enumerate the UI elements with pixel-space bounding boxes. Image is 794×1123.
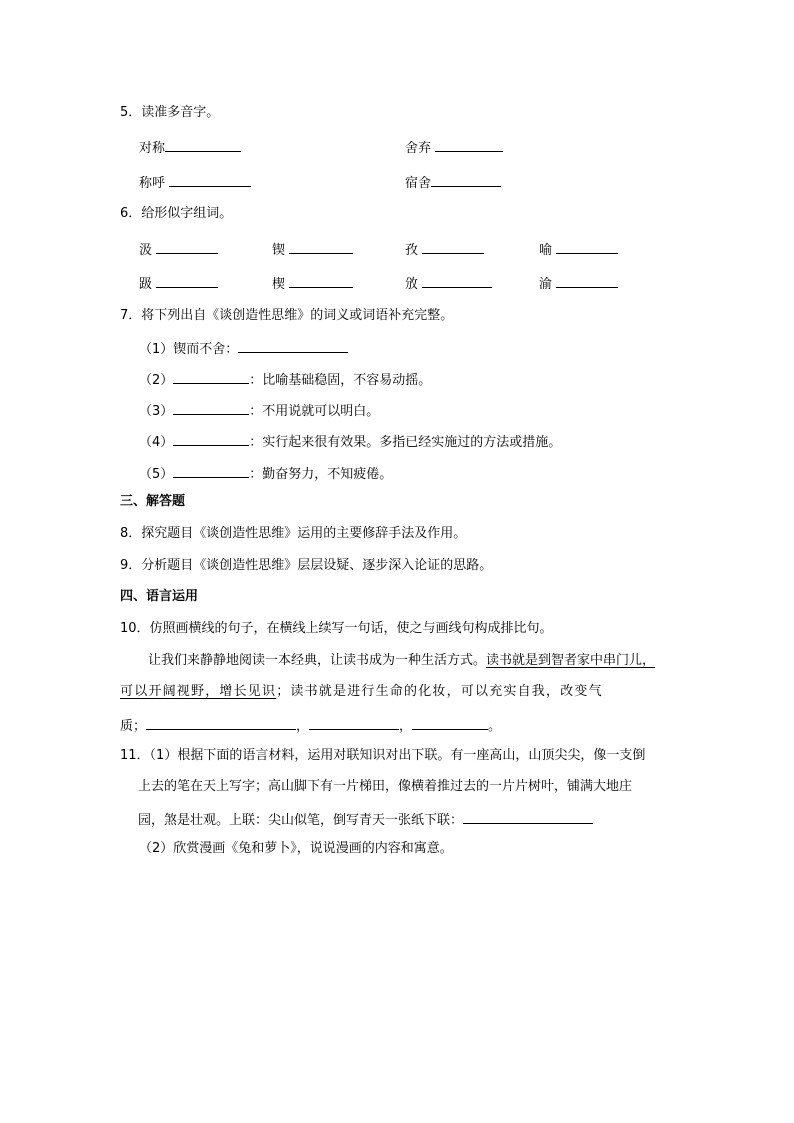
q7-sub-text: ：实行起来很有效果。多指已经实施过的方法或措施。 (249, 435, 562, 450)
q6-item (405, 240, 484, 259)
answer-blank[interactable] (165, 138, 241, 152)
q7-sub-num: （4） (139, 435, 174, 450)
q11-text: 园，煞是壮观。上联：尖山似笔，倒写青天一张纸下联： (138, 813, 464, 828)
q6-item (405, 274, 492, 293)
section-heading-4: 四、语言运用 (120, 589, 199, 604)
q5-item-label: 宿舍 (405, 176, 432, 191)
q5-item-3 (139, 173, 251, 192)
q10-plain-text: ；读书就是进行生命的化妆，可以充实自我，改变气 (276, 684, 603, 699)
q5-item-1 (139, 138, 241, 157)
q6-item (139, 274, 218, 293)
q11-line-3 (138, 810, 593, 829)
answer-blank[interactable] (289, 274, 353, 288)
answer-blank[interactable] (156, 274, 218, 288)
q11-line-4: （2）欣赏漫画《兔和萝卜》，说说漫画的内容和寓意。 (139, 841, 453, 856)
answer-blank[interactable] (556, 240, 618, 254)
answer-blank[interactable] (146, 716, 296, 730)
q10-title: 10．仿照画横线的句子，在横线上续写一句话，使之与画线句构成排比句。 (120, 621, 553, 636)
q6-item (539, 240, 618, 259)
q10-underlined-sentence: 读书就是到智者家中串门儿， (486, 653, 656, 668)
q6-char: 汲 (139, 243, 153, 258)
q7-sub-num: （3） (139, 404, 174, 419)
q10-punct: 。 (488, 719, 502, 734)
answer-blank[interactable] (156, 240, 218, 254)
q5-item-label: 对称 (139, 141, 166, 156)
q10-passage-line-1 (148, 653, 655, 669)
q10-underlined-sentence: 可以开阔视野，增长见识 (120, 684, 277, 699)
answer-blank[interactable] (435, 138, 503, 152)
q7-sub-text: （1）锲而不舍： (139, 342, 239, 357)
answer-blank[interactable] (173, 401, 249, 415)
q6-title: 6．给形似字组词。 (120, 206, 233, 221)
q7-sub-num: （5） (139, 467, 174, 482)
answer-blank[interactable] (173, 464, 249, 478)
answer-blank[interactable] (556, 274, 618, 288)
q7-sub-2 (139, 370, 431, 389)
q5-item-4 (405, 173, 501, 192)
q11-line-2: 上去的笔在天上写字；高山脚下有一片梯田，像横着推过去的一片片树叶，铺满大地庄 (138, 779, 633, 794)
q6-item (272, 274, 353, 293)
q7-sub-1 (139, 339, 348, 358)
q9-text: 9．分析题目《谈创造性思维》层层设疑、逐步深入论证的思路。 (120, 558, 493, 573)
q6-char: 渝 (539, 277, 553, 292)
q5-item-label: 舍弃 (405, 141, 432, 156)
q10-passage-line-3 (120, 716, 501, 735)
answer-blank[interactable] (463, 810, 593, 824)
q10-plain-text: 质； (120, 719, 147, 734)
q6-item (139, 240, 218, 259)
q7-sub-num: （2） (139, 373, 174, 388)
q6-item (539, 274, 618, 293)
q6-char: 楔 (272, 277, 286, 292)
q6-char: 攽 (405, 277, 419, 292)
q5-title: 5．读准多音字。 (120, 105, 220, 120)
q6-char: 孜 (405, 243, 419, 258)
answer-blank[interactable] (289, 240, 353, 254)
q11-line-1: 11．（1）根据下面的语言材料，运用对联知识对出下联。有一座高山，山顶尖尖，像一支倒 (120, 748, 646, 763)
q6-char: 喻 (539, 243, 553, 258)
q10-punct: ， (399, 719, 413, 734)
answer-blank[interactable] (169, 173, 251, 187)
q7-title: 7．将下列出自《谈创造性思维》的词义或词语补充完整。 (120, 308, 454, 323)
q7-sub-5 (139, 464, 392, 483)
q5-item-label: 称呼 (139, 176, 166, 191)
section-heading-3: 三、解答题 (120, 494, 186, 509)
answer-blank[interactable] (309, 716, 399, 730)
q7-sub-text: ：不用说就可以明白。 (249, 404, 380, 419)
q10-punct: ， (296, 719, 310, 734)
q5-item-2 (405, 138, 503, 157)
q10-plain-text: 让我们来静静地阅读一本经典，让读书成为一种生活方式。 (148, 653, 487, 668)
q7-sub-text: ：比喻基础稳固，不容易动摇。 (249, 373, 432, 388)
answer-blank[interactable] (238, 339, 348, 353)
answer-blank[interactable] (173, 432, 249, 446)
q7-sub-text: ：勤奋努力，不知疲倦。 (249, 467, 393, 482)
answer-blank[interactable] (173, 370, 249, 384)
q7-sub-4 (139, 432, 561, 451)
answer-blank[interactable] (422, 240, 484, 254)
q6-char: 锲 (272, 243, 286, 258)
q8-text: 8．探究题目《谈创造性思维》运用的主要修辞手法及作用。 (120, 526, 467, 541)
q6-item (272, 240, 353, 259)
q6-char: 趿 (139, 277, 153, 292)
answer-blank[interactable] (422, 274, 492, 288)
q10-passage-line-2 (120, 684, 603, 700)
answer-blank[interactable] (412, 716, 488, 730)
q7-sub-3 (139, 401, 379, 420)
answer-blank[interactable] (431, 173, 501, 187)
